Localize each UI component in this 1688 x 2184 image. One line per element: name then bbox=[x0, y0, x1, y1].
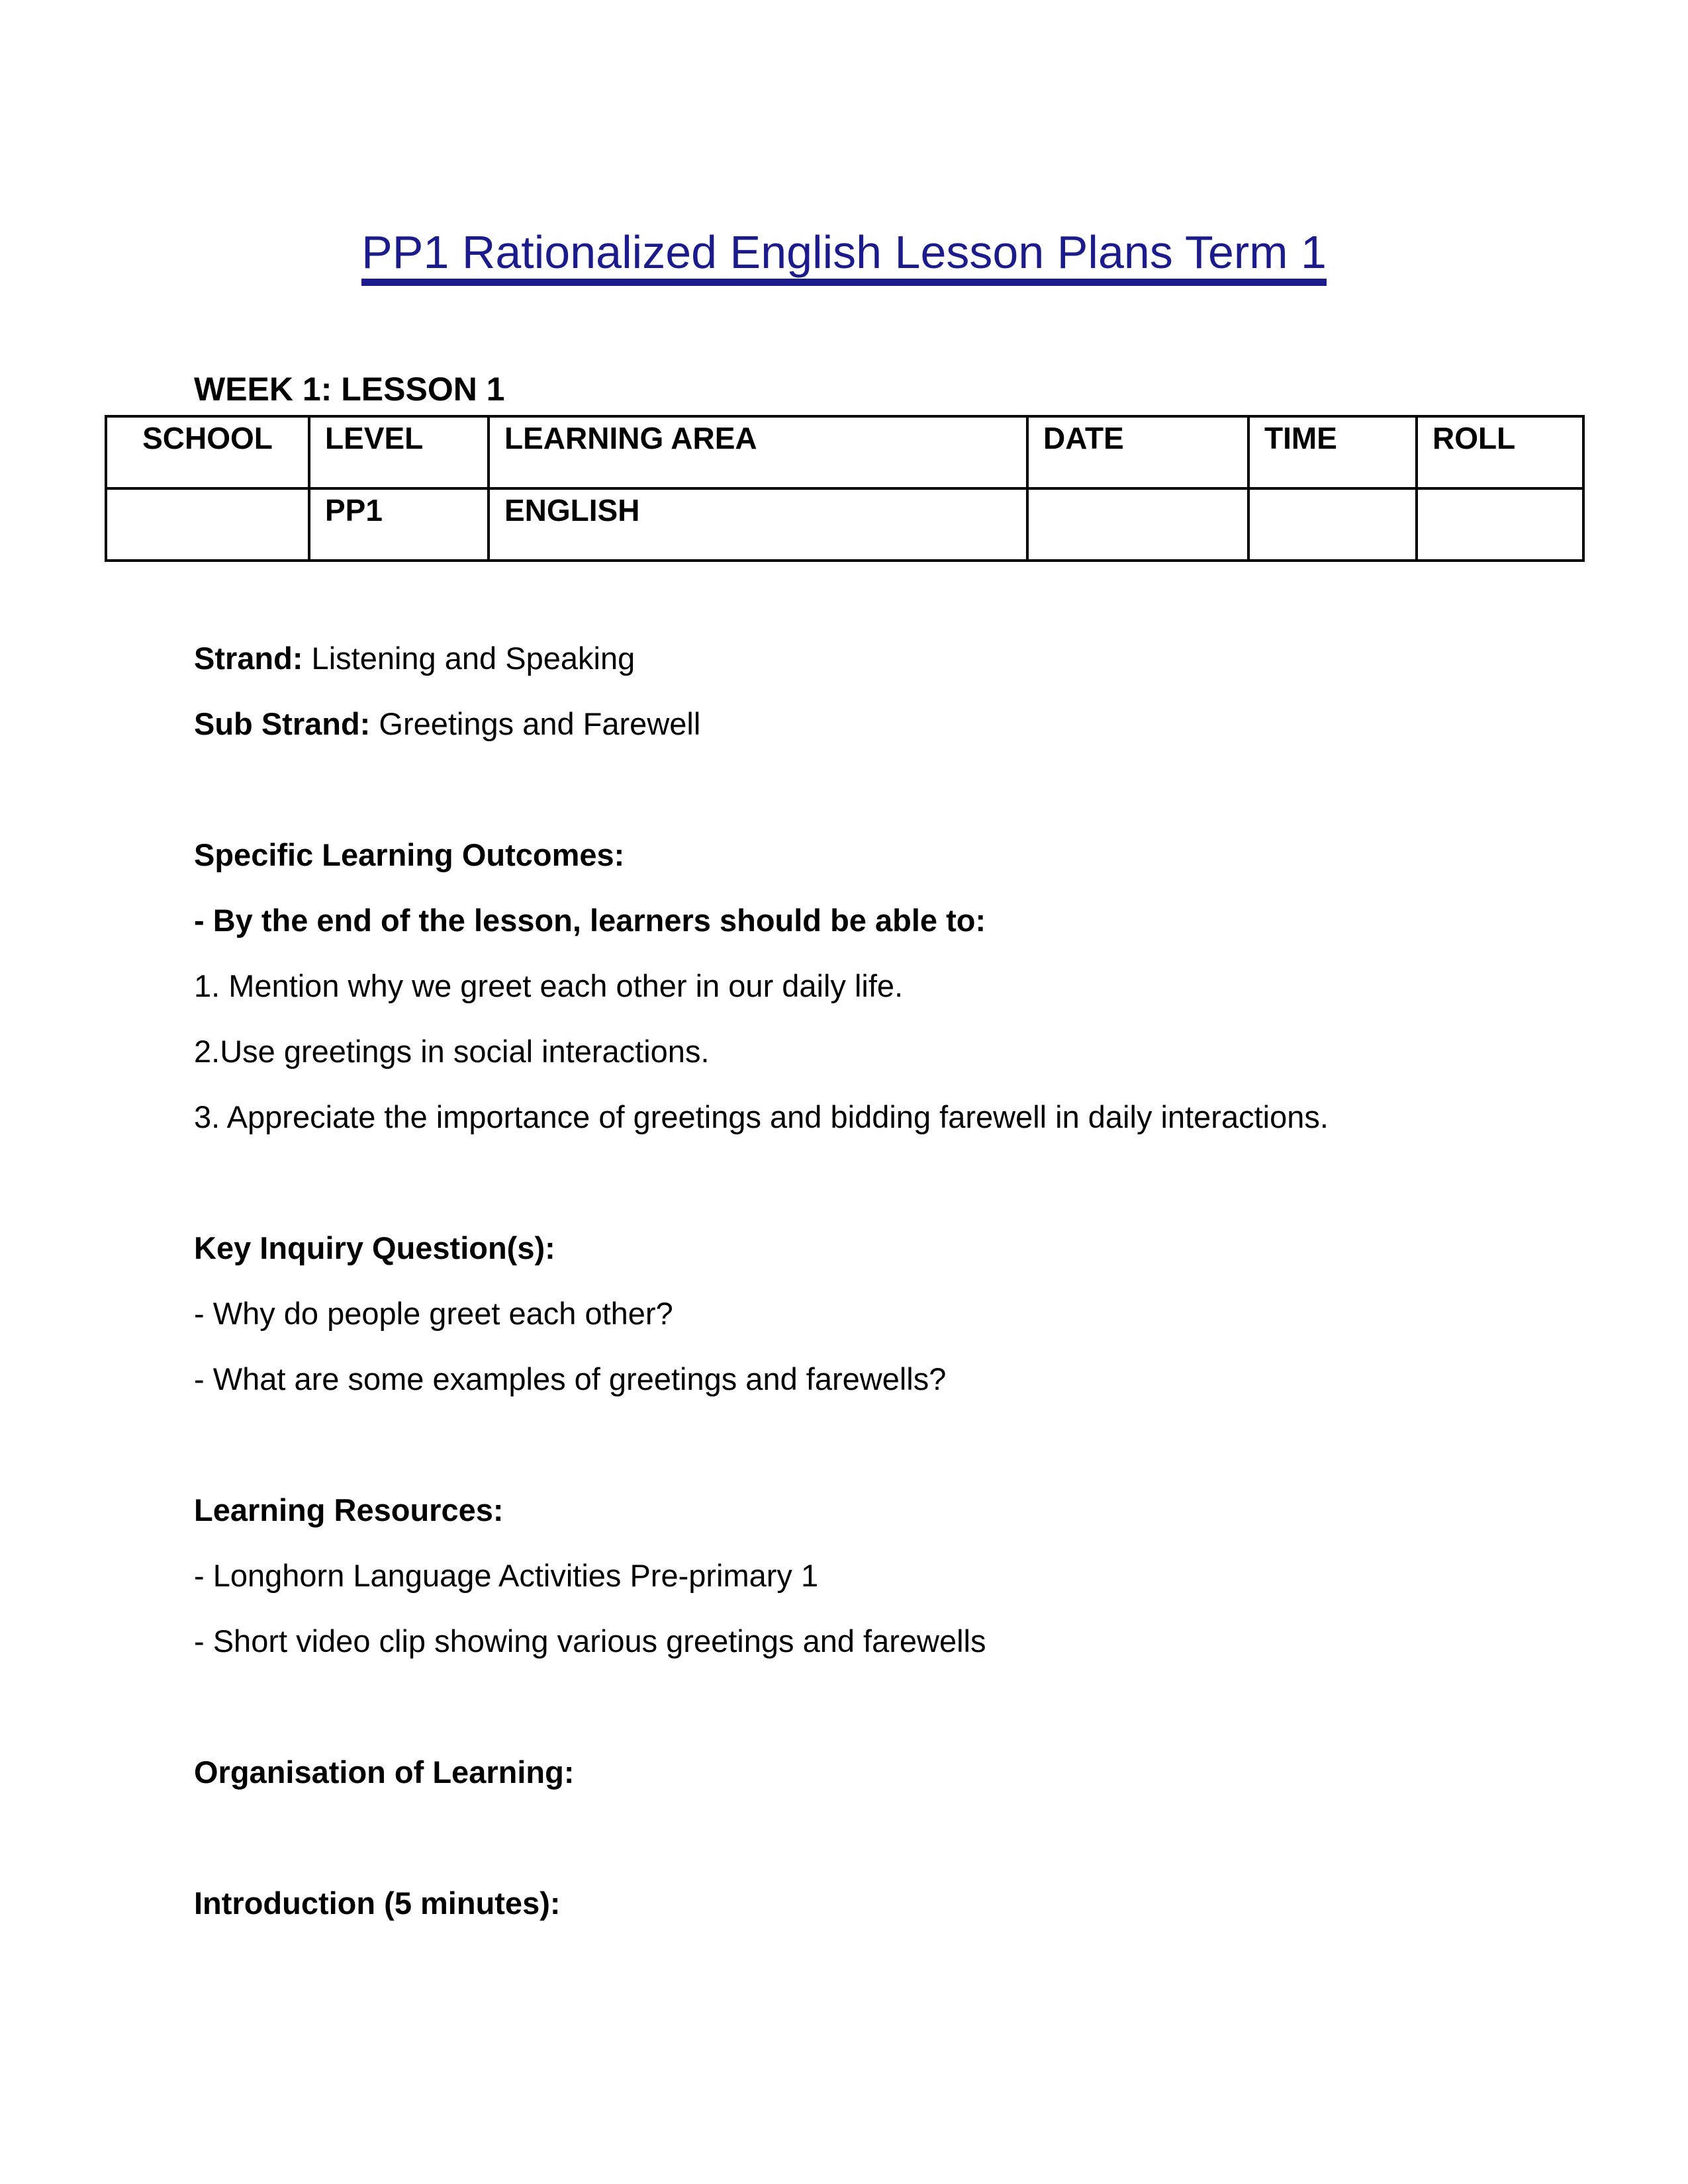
organisation-label: Organisation of Learning: bbox=[194, 1754, 575, 1790]
cell-time-value bbox=[1248, 488, 1417, 561]
cell-date-value bbox=[1027, 488, 1248, 561]
cell-learning-area-value: ENGLISH bbox=[489, 488, 1027, 561]
paragraph-inquiry-2 bbox=[194, 1346, 1551, 1412]
spacer bbox=[194, 756, 1551, 822]
page-title: PP1 Rationalized English Lesson Plans Term 1 bbox=[361, 229, 1327, 286]
paragraph-outcome-1 bbox=[194, 953, 1551, 1019]
spacer bbox=[194, 1805, 1551, 1870]
paragraph-resource-2 bbox=[194, 1608, 1551, 1674]
spacer bbox=[194, 1674, 1551, 1739]
paragraph-outcome-2 bbox=[194, 1019, 1551, 1084]
paragraph-outcomes-intro bbox=[194, 887, 1551, 953]
header-cell-learning-area: LEARNING AREA bbox=[489, 416, 1027, 488]
page-title-row bbox=[0, 226, 1688, 286]
outcomes-intro-label: - By the end of the lesson, learners should be able to: bbox=[194, 903, 986, 938]
cell-school-value bbox=[106, 488, 309, 561]
table-header-row bbox=[106, 416, 1583, 488]
paragraph-resource-1 bbox=[194, 1543, 1551, 1608]
outcomes-heading-label: Specific Learning Outcomes: bbox=[194, 837, 625, 872]
paragraph-sub-strand bbox=[194, 691, 1551, 756]
resource-1-text: - Longhorn Language Activities Pre-primary 1 bbox=[194, 1558, 819, 1593]
key-inquiry-label: Key Inquiry Question(s): bbox=[194, 1230, 555, 1265]
paragraph-strand bbox=[194, 625, 1551, 691]
header-cell-date: DATE bbox=[1027, 416, 1248, 488]
sub-strand-value: Greetings and Farewell bbox=[370, 706, 701, 741]
paragraph-introduction-heading bbox=[194, 1870, 1551, 1936]
paragraph-key-inquiry-heading bbox=[194, 1215, 1551, 1281]
paragraph-inquiry-1 bbox=[194, 1281, 1551, 1346]
document-body bbox=[194, 625, 1551, 1936]
outcome-1-text: 1. Mention why we greet each other in our daily life. bbox=[194, 968, 904, 1003]
resources-label: Learning Resources: bbox=[194, 1492, 504, 1527]
strand-value: Listening and Speaking bbox=[303, 641, 635, 676]
resource-2-text: - Short video clip showing various greetings and farewells bbox=[194, 1623, 986, 1659]
inquiry-1-text: - Why do people greet each other? bbox=[194, 1296, 673, 1331]
header-cell-school: SCHOOL bbox=[106, 416, 309, 488]
paragraph-resources-heading bbox=[194, 1477, 1551, 1543]
table-data-row bbox=[106, 488, 1583, 561]
spacer bbox=[194, 1150, 1551, 1215]
sub-strand-label: Sub Strand: bbox=[194, 706, 371, 741]
outcome-2-text: 2.Use greetings in social interactions. bbox=[194, 1034, 710, 1069]
lesson-info-table bbox=[105, 415, 1585, 562]
inquiry-2-text: - What are some examples of greetings and farewells? bbox=[194, 1361, 947, 1396]
outcome-3-text: 3. Appreciate the importance of greetings and bidding farewell in daily interactions. bbox=[194, 1099, 1329, 1134]
spacer bbox=[194, 1412, 1551, 1477]
cell-roll-value bbox=[1417, 488, 1583, 561]
paragraph-outcome-3 bbox=[194, 1084, 1551, 1150]
header-cell-time: TIME bbox=[1248, 416, 1417, 488]
header-cell-roll: ROLL bbox=[1417, 416, 1583, 488]
cell-level-value: PP1 bbox=[309, 488, 489, 561]
paragraph-outcomes-heading bbox=[194, 822, 1551, 887]
week-lesson-heading: WEEK 1: LESSON 1 bbox=[194, 371, 505, 408]
header-cell-level: LEVEL bbox=[309, 416, 489, 488]
introduction-label: Introduction (5 minutes): bbox=[194, 1886, 561, 1921]
paragraph-organisation-heading bbox=[194, 1739, 1551, 1805]
strand-label: Strand: bbox=[194, 641, 303, 676]
